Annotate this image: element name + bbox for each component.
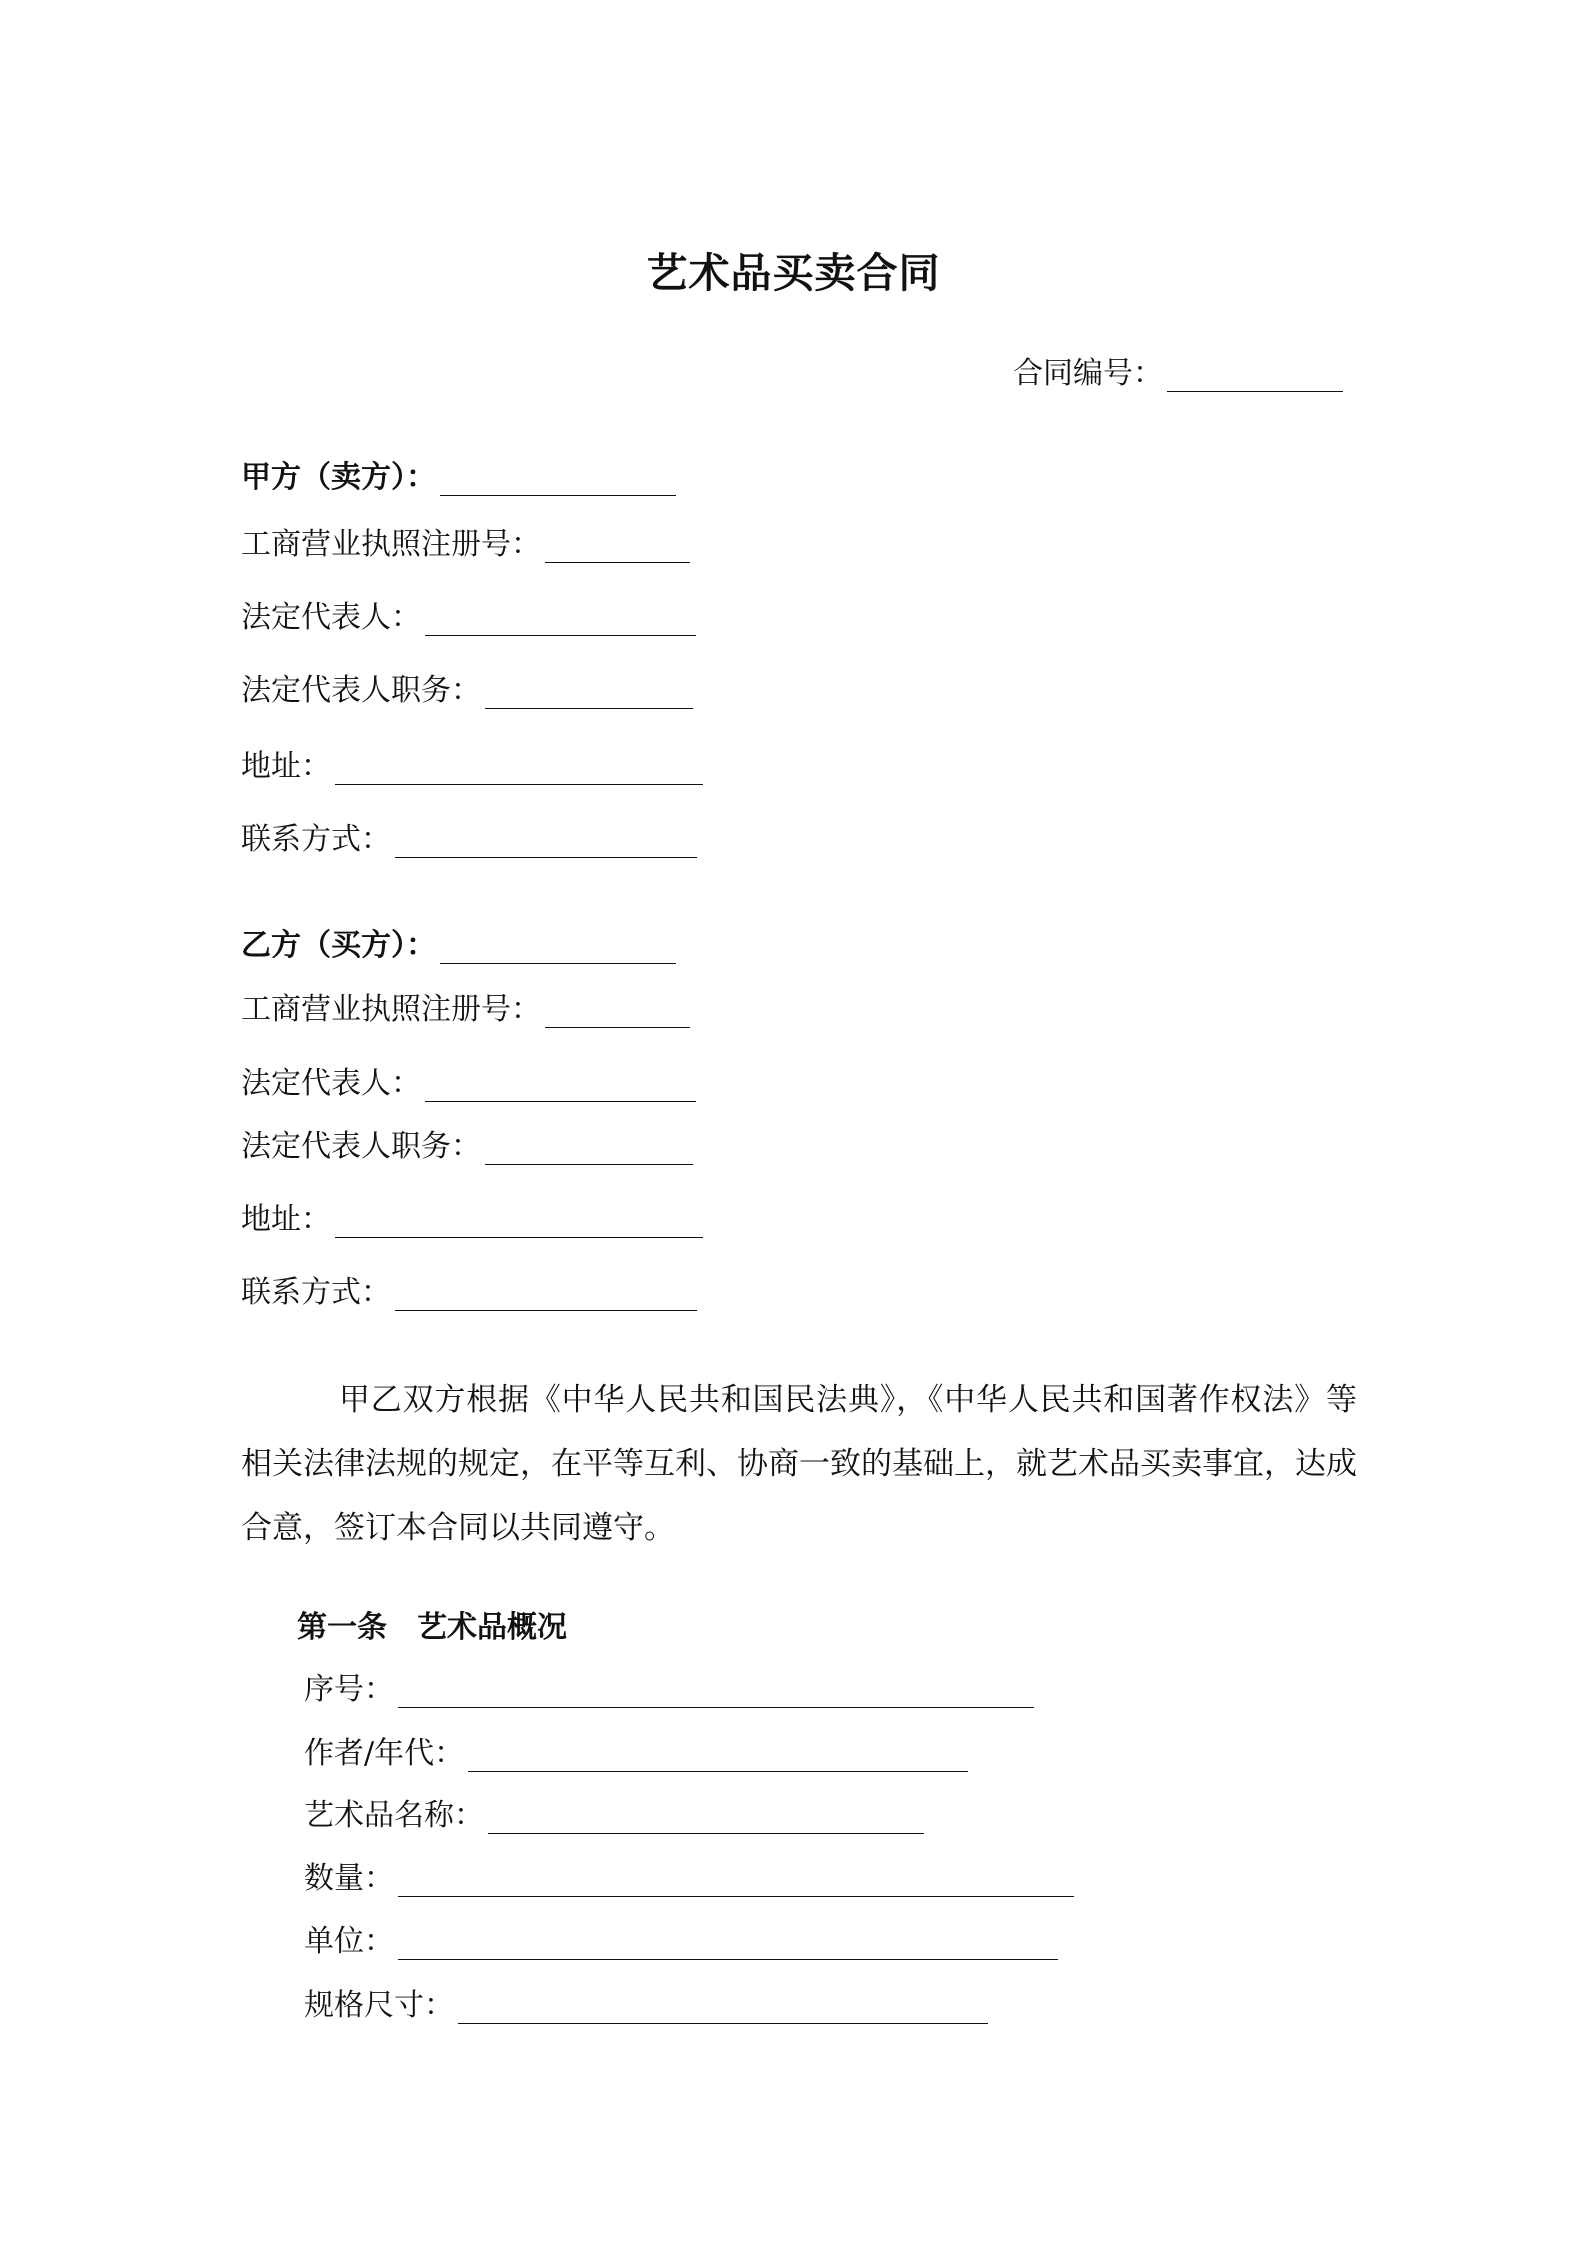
unit-field[interactable] — [398, 1929, 1058, 1960]
unit-line — [304, 1924, 1058, 1960]
size-field[interactable] — [458, 1993, 988, 2024]
serial-field[interactable] — [398, 1677, 1034, 1708]
artwork-name-field[interactable] — [488, 1803, 924, 1834]
party-b-contact-line — [241, 1275, 697, 1311]
party-a-license-field[interactable] — [545, 532, 690, 563]
party-a-rep-title-field[interactable] — [485, 678, 693, 709]
party-b-rep-title-field[interactable] — [485, 1134, 693, 1165]
party-b-contact-field[interactable] — [395, 1280, 697, 1311]
party-a-contact-label: 联系方式： — [241, 822, 391, 857]
serial-line — [304, 1672, 1034, 1708]
unit-label: 单位： — [304, 1924, 394, 1959]
author-field[interactable] — [468, 1741, 968, 1772]
party-b-rep-title-label: 法定代表人职务： — [241, 1129, 481, 1164]
artwork-name-line — [304, 1798, 924, 1834]
party-b-name-field[interactable] — [440, 933, 676, 964]
serial-label: 序号： — [304, 1672, 394, 1707]
contract-number-field[interactable] — [1167, 361, 1343, 392]
party-a-address-label: 地址： — [241, 749, 331, 784]
party-a-address-field[interactable] — [335, 754, 703, 785]
author-label: 作者/年代： — [304, 1736, 465, 1771]
party-a-contact-field[interactable] — [395, 827, 697, 858]
party-b-address-field[interactable] — [335, 1207, 703, 1238]
contract-number-label: 合同编号： — [1013, 356, 1163, 391]
party-a-rep-field[interactable] — [425, 605, 696, 636]
party-a-license-label: 工商营业执照注册号： — [241, 527, 541, 562]
party-a-rep-title-line — [241, 673, 693, 709]
quantity-field[interactable] — [398, 1866, 1074, 1897]
party-b-license-field[interactable] — [545, 997, 690, 1028]
party-b-heading: 乙方（买方）： — [241, 928, 436, 963]
party-a-name-field[interactable] — [440, 465, 676, 496]
party-a-heading: 甲方（卖方）： — [241, 460, 436, 495]
author-line — [304, 1736, 968, 1772]
party-b-rep-line — [241, 1066, 696, 1102]
party-a-address-line — [241, 749, 703, 785]
party-b-rep-field[interactable] — [425, 1071, 696, 1102]
size-label: 规格尺寸： — [304, 1988, 454, 2023]
quantity-label: 数量： — [304, 1861, 394, 1896]
party-b-license-label: 工商营业执照注册号： — [241, 992, 541, 1027]
party-a-rep-title-label: 法定代表人职务： — [241, 673, 481, 708]
party-b-license-line — [241, 992, 690, 1028]
quantity-line — [304, 1861, 1074, 1897]
party-b-rep-title-line — [241, 1129, 693, 1165]
artwork-name-label: 艺术品名称： — [304, 1798, 484, 1833]
party-a-contact-line — [241, 822, 697, 858]
party-b-heading-line — [241, 928, 676, 964]
article-1-heading: 第一条 艺术品概况 — [297, 1610, 567, 1645]
party-b-address-line — [241, 1202, 703, 1238]
party-b-rep-label: 法定代表人： — [241, 1066, 421, 1101]
party-b-address-label: 地址： — [241, 1202, 331, 1237]
preamble-paragraph: 甲乙双方根据《中华人民共和国民法典》，《中华人民共和国著作权法》等相关法律法规的规定，在平等互利、协商一致的基础上，就艺术品买卖事宜，达成合意，签订本合同以共同遵守。 — [241, 1382, 1357, 1546]
contract-number-line — [1013, 356, 1343, 392]
document-title: 艺术品买卖合同 — [646, 249, 941, 297]
article-1-heading-line — [297, 1610, 567, 1646]
party-a-heading-line — [241, 460, 676, 496]
party-b-contact-label: 联系方式： — [241, 1275, 391, 1310]
party-a-rep-line — [241, 600, 696, 636]
party-a-rep-label: 法定代表人： — [241, 600, 421, 635]
size-line — [304, 1988, 988, 2024]
party-a-license-line — [241, 527, 690, 563]
